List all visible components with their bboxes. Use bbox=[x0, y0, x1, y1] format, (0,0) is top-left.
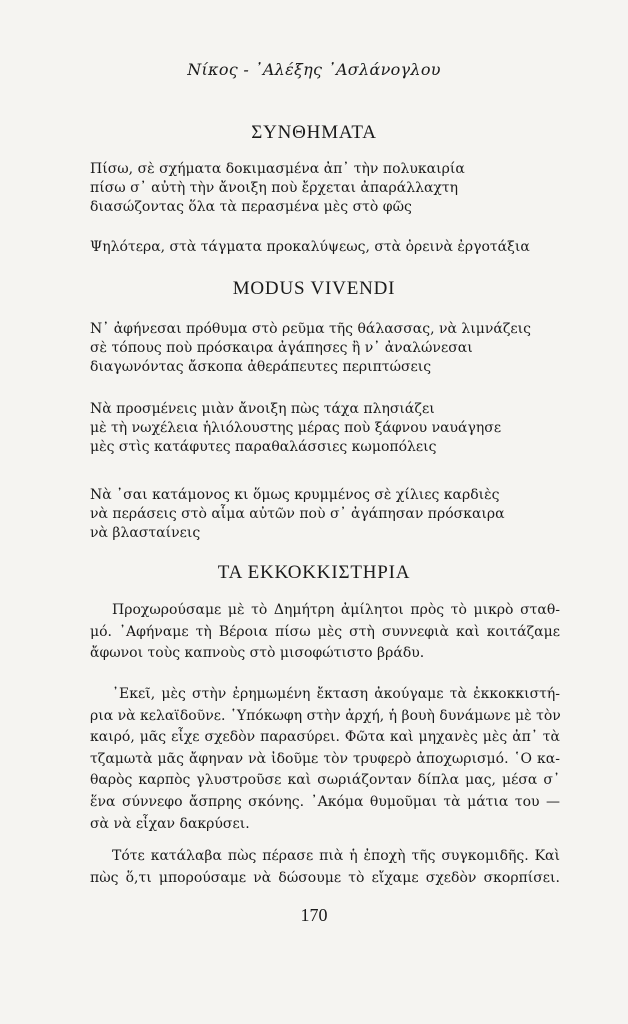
prose-line: μό. ᾿Αφήναμε τὴ Βέροια πίσω μὲς στὴ συννεφιὰ καὶ κοιτάζαμε bbox=[90, 623, 560, 640]
poem-stanza bbox=[90, 160, 560, 217]
verse-line: διαγωνόντας ἄσκοπα ἀθεράπευτες περιπτώσεις bbox=[90, 359, 432, 375]
prose-line: Προχωρούσαμε μὲ τὸ Δημήτρη ἀμίλητοι πρὸς τὸ μικρὸ σταθ- bbox=[112, 602, 560, 618]
prose-line: ἄφωνοι τοὺς καπνοὺς στὸ μισοφώτιστο βράδυ. bbox=[90, 645, 425, 662]
prose-line: καιρό, μᾶς εἶχε σχεδὸν παρασύρει. Φῶτα καὶ μηχανὲς μὲς ἀπ᾿ τὰ bbox=[90, 729, 560, 746]
prose-line: πὼς ὅ,τι μπορούσαμε νὰ δώσουμε τὸ εἴχαμε σχεδὸν σκορπίσει. bbox=[90, 869, 560, 886]
verse-line: Νὰ προσμένεις μιὰν ἄνοιξη πὼς τάχα πλησιάζει bbox=[90, 401, 435, 417]
poem-stanza bbox=[90, 486, 560, 543]
verse-line: Πίσω, σὲ σχήματα δοκιμασμένα ἀπ᾿ τὴν πολυκαιρία bbox=[90, 161, 465, 177]
prose-line: ἕνα σύννεφο ἄσπρης σκόνης. ᾿Ακόμα θυμοῦμαι τὰ μάτια του — bbox=[90, 793, 560, 810]
prose-paragraph bbox=[90, 846, 560, 889]
section-title-ekkokkistiria: ΤΑ ΕΚΚΟΚΚΙΣΤΗΡΙΑ bbox=[217, 562, 411, 583]
verse-line: νὰ περάσεις στὸ αἷμα αὐτῶν ποὺ σ᾿ ἀγάπησαν πρόσκαιρα bbox=[90, 506, 505, 522]
verse-line: διασώζοντας ὅλα τὰ περασμένα μὲς στὸ φῶς bbox=[90, 199, 412, 215]
verse-line: Ν᾿ ἀφήνεσαι πρόθυμα στὸ ρεῦμα τῆς θάλασσας, νὰ λιμνάζεις bbox=[90, 321, 531, 337]
prose-line: Τότε κατάλαβα πὼς πέρασε πιὰ ἡ ἐποχὴ τῆς συγκομιδῆς. Καὶ bbox=[112, 848, 560, 864]
poem-stanza bbox=[90, 400, 560, 457]
verse-line: σὲ τόπους ποὺ πρόσκαιρα ἀγάπησες ἢ ν᾿ ἀναλώνεσαι bbox=[90, 340, 473, 356]
section-title-modus-vivendi: MODUS VIVENDI bbox=[232, 278, 396, 299]
prose-line: σὰ νὰ εἶχαν δακρύσει. bbox=[90, 815, 250, 832]
page-number: 170 bbox=[300, 905, 328, 925]
prose-line: τζαμωτὰ μᾶς ἄφηναν νὰ ἰδοῦμε τὸν τρυφερὸ ἀποχωρισμό. ῾Ο κα- bbox=[90, 750, 560, 767]
verse-line: Ψηλότερα, στὰ τάγματα προκαλύψεως, στὰ ὀρεινὰ ἐργοτάξια bbox=[90, 239, 530, 255]
verse-line: πίσω σ᾿ αὐτὴ τὴν ἄνοιξη ποὺ ἔρχεται ἀπαράλλαχτη bbox=[90, 180, 459, 196]
verse-line: νὰ βλασταίνεις bbox=[90, 525, 201, 541]
prose-paragraph bbox=[90, 684, 560, 835]
poem-stanza bbox=[90, 320, 560, 377]
poem-stanza bbox=[90, 238, 560, 257]
prose-line: θαρὸς καρπὸς γλυστροῦσε καὶ σωριάζονταν δίπλα μας, μέσα σ᾿ bbox=[90, 772, 560, 789]
prose-line: ᾿Εκεῖ, μὲς στὴν ἐρημωμένη ἔκταση ἀκούγαμε τὰ ἐκκοκκιστή- bbox=[112, 686, 560, 702]
verse-line: Νὰ ᾿σαι κατάμονος κι ὅμως κρυμμένος σὲ χίλιες καρδιὲς bbox=[90, 487, 500, 503]
verse-line: μὲ τὴ νωχέλεια ἡλιόλουστης μέρας ποὺ ξάφνου ναυάγησε bbox=[90, 420, 502, 436]
prose-line: ρια νὰ κελαϊδοῦνε. ῾Υπόκωφη στὴν ἀρχή, ἡ βουὴ δυνάμωνε μὲ τὸν bbox=[90, 707, 561, 724]
running-head: Νίκος - ᾿Αλέξης ᾿Ασλάνογλου bbox=[187, 60, 441, 79]
verse-line: μὲς στὶς κατάφυτες παραθαλάσσιες κωμοπόλεις bbox=[90, 439, 437, 455]
prose-paragraph bbox=[90, 600, 560, 665]
section-title-synthimata: ΣΥΝΘΗΜΑΤΑ bbox=[251, 122, 377, 143]
